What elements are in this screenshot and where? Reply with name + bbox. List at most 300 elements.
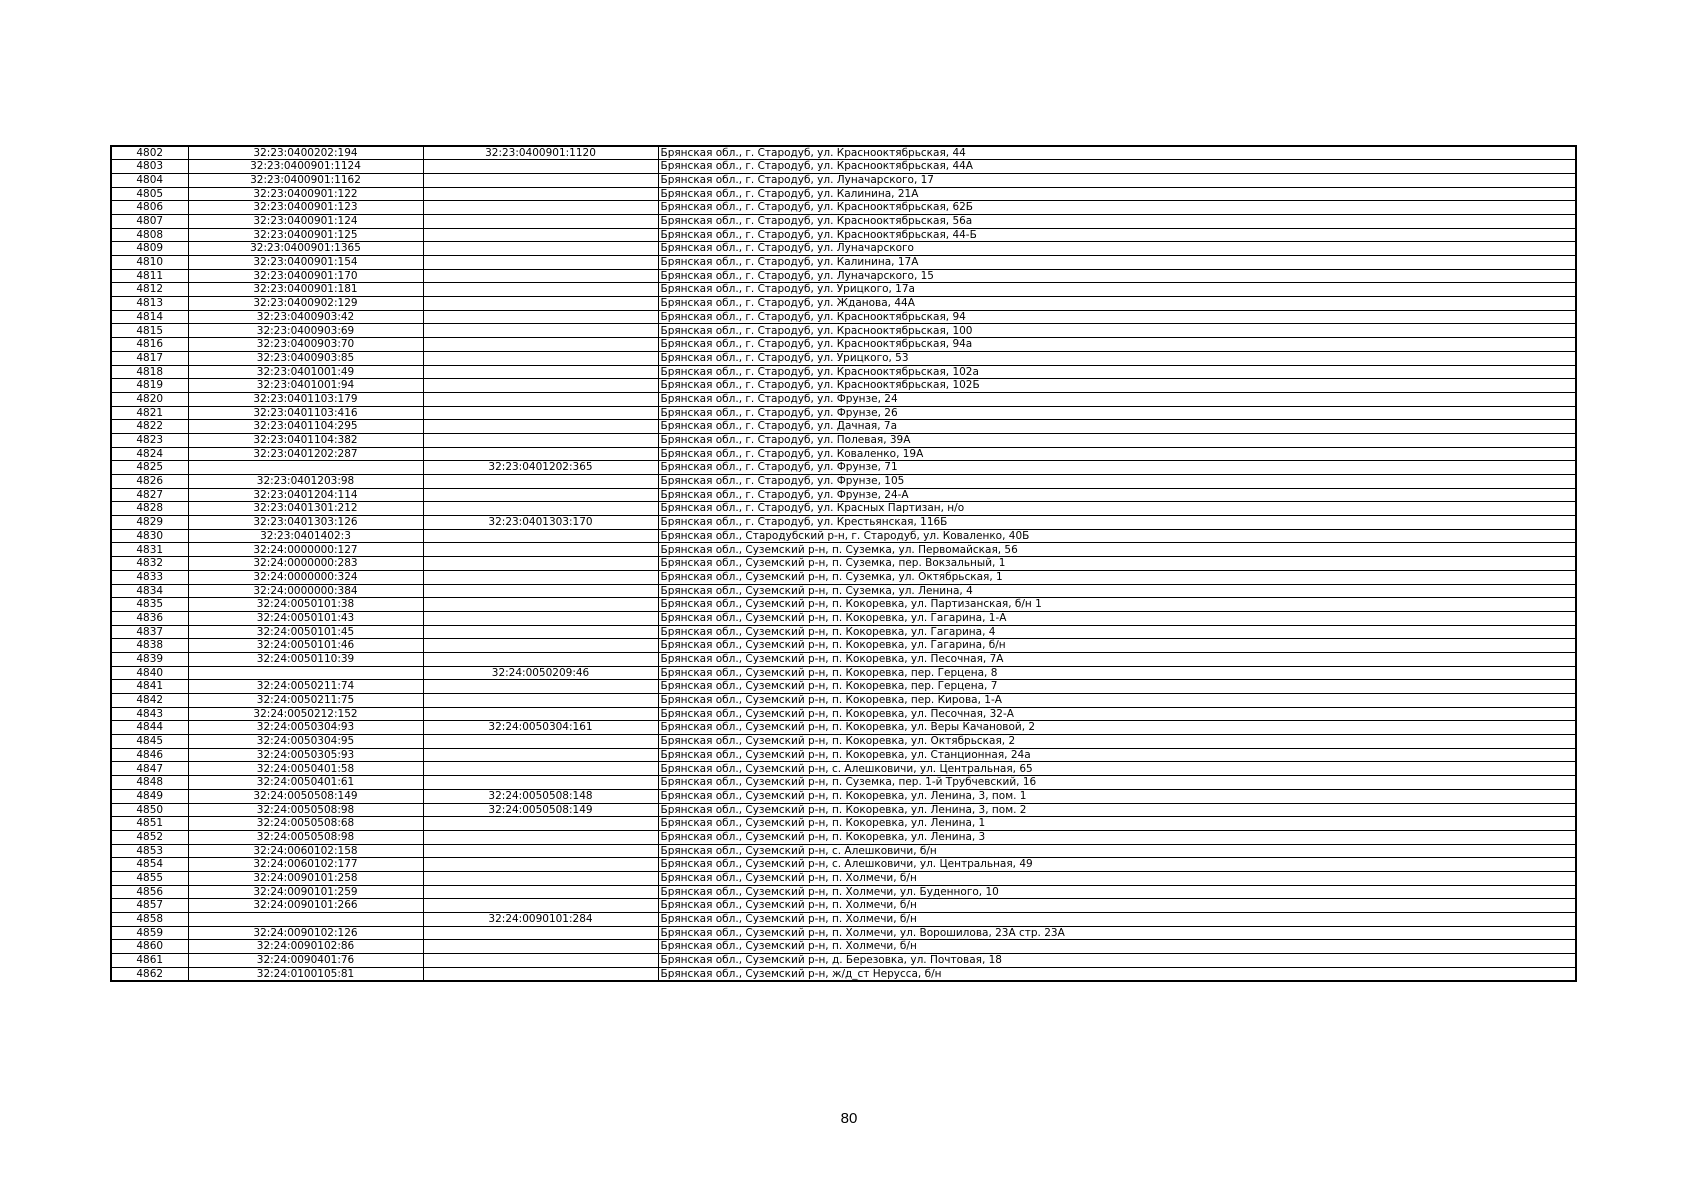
table-row [111,803,1576,817]
cadastral-number-cell [188,666,423,680]
row-number-cell: 4836 [111,611,188,625]
row-number-cell: 4814 [111,310,188,324]
cadastral-number-cell: 32:24:0090102:86 [188,940,423,954]
row-number-cell: 4808 [111,228,188,242]
address-cell: Брянская обл., Суземский р-н, п. Суземка, пер. Вокзальный, 1 [658,557,1576,571]
related-cadastral-number-cell [423,283,658,297]
address-cell: Брянская обл., г. Стародуб, ул. Краснооктябрьская, 94а [658,338,1576,352]
table-row [111,680,1576,694]
related-cadastral-number-cell [423,830,658,844]
address-cell: Брянская обл., Суземский р-н, п. Кокоревка, ул. Ленина, 3, пом. 2 [658,803,1576,817]
row-number-cell: 4804 [111,173,188,187]
row-number-cell: 4850 [111,803,188,817]
table-row [111,789,1576,803]
related-cadastral-number-cell [423,817,658,831]
row-number-cell: 4855 [111,871,188,885]
related-cadastral-number-cell [423,351,658,365]
table-row [111,776,1576,790]
row-number-cell: 4828 [111,502,188,516]
cadastral-number-cell: 32:23:0400903:69 [188,324,423,338]
cadastral-number-cell: 32:24:0050304:93 [188,721,423,735]
cadastral-number-cell: 32:24:0050508:149 [188,789,423,803]
cadastral-number-cell: 32:23:0400901:1162 [188,173,423,187]
registry-body [111,146,1576,981]
address-cell: Брянская обл., г. Стародуб, ул. Краснооктябрьская, 94 [658,310,1576,324]
cadastral-number-cell: 32:24:0050508:98 [188,830,423,844]
table-row [111,160,1576,174]
row-number-cell: 4816 [111,338,188,352]
table-row [111,406,1576,420]
cadastral-number-cell: 32:24:0050101:38 [188,598,423,612]
related-cadastral-number-cell [423,735,658,749]
cadastral-number-cell: 32:23:0401104:382 [188,433,423,447]
cadastral-number-cell: 32:24:0090101:259 [188,885,423,899]
address-cell: Брянская обл., Стародубский р-н, г. Стародуб, ул. Коваленко, 40Б [658,529,1576,543]
related-cadastral-number-cell: 32:24:0050209:46 [423,666,658,680]
address-cell: Брянская обл., Суземский р-н, п. Кокоревка, ул. Гагарина, б/н [658,639,1576,653]
row-number-cell: 4827 [111,488,188,502]
related-cadastral-number-cell [423,365,658,379]
address-cell: Брянская обл., г. Стародуб, ул. Коваленко, 19А [658,447,1576,461]
table-row [111,173,1576,187]
address-cell: Брянская обл., г. Стародуб, ул. Фрунзе, 105 [658,475,1576,489]
table-row [111,392,1576,406]
cadastral-number-cell: 32:23:0401104:295 [188,420,423,434]
related-cadastral-number-cell [423,529,658,543]
table-row [111,488,1576,502]
cadastral-number-cell: 32:24:0060102:158 [188,844,423,858]
table-row [111,201,1576,215]
related-cadastral-number-cell [423,297,658,311]
related-cadastral-number-cell [423,338,658,352]
related-cadastral-number-cell [423,214,658,228]
related-cadastral-number-cell [423,433,658,447]
address-cell: Брянская обл., Суземский р-н, п. Кокоревка, ул. Ленина, 1 [658,817,1576,831]
row-number-cell: 4848 [111,776,188,790]
row-number-cell: 4806 [111,201,188,215]
table-row [111,967,1576,981]
cadastral-number-cell: 32:24:0050304:95 [188,735,423,749]
related-cadastral-number-cell [423,201,658,215]
row-number-cell: 4807 [111,214,188,228]
table-row [111,461,1576,475]
row-number-cell: 4826 [111,475,188,489]
table-row [111,338,1576,352]
row-number-cell: 4819 [111,379,188,393]
related-cadastral-number-cell [423,776,658,790]
row-number-cell: 4841 [111,680,188,694]
page-number: 80 [840,1110,858,1127]
related-cadastral-number-cell: 32:24:0050508:148 [423,789,658,803]
address-cell: Брянская обл., Суземский р-н, п. Холмечи, ул. Буденного, 10 [658,885,1576,899]
table-row [111,721,1576,735]
address-cell: Брянская обл., Суземский р-н, п. Холмечи, б/н [658,899,1576,913]
related-cadastral-number-cell [423,488,658,502]
row-number-cell: 4858 [111,913,188,927]
table-row [111,242,1576,256]
related-cadastral-number-cell [423,242,658,256]
cadastral-number-cell: 32:23:0400901:122 [188,187,423,201]
cadastral-number-cell: 32:24:0050305:93 [188,748,423,762]
row-number-cell: 4829 [111,516,188,530]
address-cell: Брянская обл., г. Стародуб, ул. Дачная, 7а [658,420,1576,434]
address-cell: Брянская обл., г. Стародуб, ул. Крестьянская, 116Б [658,516,1576,530]
address-cell: Брянская обл., Суземский р-н, п. Холмечи, ул. Ворошилова, 23А стр. 23А [658,926,1576,940]
row-number-cell: 4846 [111,748,188,762]
cadastral-number-cell: 32:24:0000000:324 [188,570,423,584]
table-row [111,625,1576,639]
address-cell: Брянская обл., Суземский р-н, с. Алешковичи, б/н [658,844,1576,858]
row-number-cell: 4837 [111,625,188,639]
address-cell: Брянская обл., Суземский р-н, п. Суземка, ул. Ленина, 4 [658,584,1576,598]
cadastral-number-cell: 32:23:0401103:179 [188,392,423,406]
address-cell: Брянская обл., Суземский р-н, п. Кокоревка, ул. Веры Качановой, 2 [658,721,1576,735]
cadastral-number-cell: 32:23:0400903:42 [188,310,423,324]
address-cell: Брянская обл., Суземский р-н, п. Кокоревка, ул. Песочная, 32-А [658,707,1576,721]
related-cadastral-number-cell: 32:23:0401202:365 [423,461,658,475]
table-row [111,666,1576,680]
related-cadastral-number-cell [423,420,658,434]
cadastral-number-cell: 32:23:0400901:170 [188,269,423,283]
row-number-cell: 4811 [111,269,188,283]
address-cell: Брянская обл., г. Стародуб, ул. Краснооктябрьская, 102Б [658,379,1576,393]
cadastral-number-cell: 32:24:0000000:384 [188,584,423,598]
related-cadastral-number-cell: 32:24:0050304:161 [423,721,658,735]
related-cadastral-number-cell [423,625,658,639]
address-cell: Брянская обл., г. Стародуб, ул. Калинина, 17А [658,256,1576,270]
cadastral-number-cell: 32:24:0090101:258 [188,871,423,885]
cadastral-number-cell: 32:23:0400902:129 [188,297,423,311]
cadastral-number-cell: 32:24:0050101:46 [188,639,423,653]
cadastral-number-cell: 32:23:0400901:154 [188,256,423,270]
address-cell: Брянская обл., г. Стародуб, ул. Краснооктябрьская, 56а [658,214,1576,228]
row-number-cell: 4805 [111,187,188,201]
table-row [111,639,1576,653]
cadastral-number-cell: 32:24:0050101:45 [188,625,423,639]
table-row [111,256,1576,270]
related-cadastral-number-cell [423,748,658,762]
row-number-cell: 4835 [111,598,188,612]
cadastral-number-cell: 32:23:0400901:123 [188,201,423,215]
table-row [111,652,1576,666]
table-row [111,570,1576,584]
row-number-cell: 4810 [111,256,188,270]
related-cadastral-number-cell [423,885,658,899]
address-cell: Брянская обл., Суземский р-н, п. Кокоревка, ул. Гагарина, 1-А [658,611,1576,625]
related-cadastral-number-cell [423,228,658,242]
row-number-cell: 4857 [111,899,188,913]
table-row [111,707,1576,721]
related-cadastral-number-cell [423,680,658,694]
table-row [111,297,1576,311]
table-row [111,830,1576,844]
row-number-cell: 4840 [111,666,188,680]
table-row [111,433,1576,447]
row-number-cell: 4818 [111,365,188,379]
address-cell: Брянская обл., г. Стародуб, ул. Фрунзе, 24 [658,392,1576,406]
address-cell: Брянская обл., г. Стародуб, ул. Урицкого, 53 [658,351,1576,365]
address-cell: Брянская обл., Суземский р-н, п. Кокоревка, пер. Герцена, 7 [658,680,1576,694]
address-cell: Брянская обл., Суземский р-н, п. Холмечи, б/н [658,940,1576,954]
table-row [111,543,1576,557]
cadastral-number-cell [188,913,423,927]
row-number-cell: 4859 [111,926,188,940]
table-row [111,516,1576,530]
table-row [111,420,1576,434]
cadastral-number-cell: 32:24:0050101:43 [188,611,423,625]
table-row [111,146,1576,160]
address-cell: Брянская обл., Суземский р-н, п. Кокоревка, ул. Ленина, 3, пом. 1 [658,789,1576,803]
related-cadastral-number-cell [423,707,658,721]
address-cell: Брянская обл., Суземский р-н, п. Холмечи, б/н [658,913,1576,927]
related-cadastral-number-cell [423,447,658,461]
cadastral-number-cell: 32:24:0050211:74 [188,680,423,694]
related-cadastral-number-cell [423,899,658,913]
cadastral-number-cell: 32:23:0400901:1124 [188,160,423,174]
row-number-cell: 4845 [111,735,188,749]
property-registry-table [110,145,1577,982]
related-cadastral-number-cell [423,406,658,420]
cadastral-number-cell: 32:24:0090102:126 [188,926,423,940]
cadastral-number-cell: 32:23:0400903:70 [188,338,423,352]
address-cell: Брянская обл., г. Стародуб, ул. Красных Партизан, н/о [658,502,1576,516]
address-cell: Брянская обл., Суземский р-н, ж/д_ст Нерусса, б/н [658,967,1576,981]
address-cell: Брянская обл., г. Стародуб, ул. Луначарского, 15 [658,269,1576,283]
row-number-cell: 4833 [111,570,188,584]
address-cell: Брянская обл., Суземский р-н, п. Кокоревка, пер. Кирова, 1-А [658,694,1576,708]
related-cadastral-number-cell [423,844,658,858]
table-row [111,228,1576,242]
related-cadastral-number-cell [423,926,658,940]
related-cadastral-number-cell [423,160,658,174]
row-number-cell: 4843 [111,707,188,721]
table-row [111,694,1576,708]
row-number-cell: 4860 [111,940,188,954]
address-cell: Брянская обл., г. Стародуб, ул. Фрунзе, 71 [658,461,1576,475]
address-cell: Брянская обл., г. Стародуб, ул. Урицкого, 17а [658,283,1576,297]
table-row [111,611,1576,625]
row-number-cell: 4842 [111,694,188,708]
address-cell: Брянская обл., Суземский р-н, п. Кокоревка, ул. Гагарина, 4 [658,625,1576,639]
address-cell: Брянская обл., Суземский р-н, п. Холмечи, б/н [658,871,1576,885]
table-row [111,379,1576,393]
row-number-cell: 4832 [111,557,188,571]
related-cadastral-number-cell [423,652,658,666]
cadastral-number-cell: 32:24:0100105:81 [188,967,423,981]
table-row [111,283,1576,297]
related-cadastral-number-cell [423,762,658,776]
row-number-cell: 4834 [111,584,188,598]
table-row [111,598,1576,612]
table-row [111,926,1576,940]
row-number-cell: 4825 [111,461,188,475]
cadastral-number-cell: 32:24:0050211:75 [188,694,423,708]
related-cadastral-number-cell [423,954,658,968]
cadastral-number-cell: 32:23:0401203:98 [188,475,423,489]
address-cell: Брянская обл., г. Стародуб, ул. Фрунзе, 24-А [658,488,1576,502]
related-cadastral-number-cell [423,639,658,653]
row-number-cell: 4854 [111,858,188,872]
table-row [111,557,1576,571]
related-cadastral-number-cell [423,392,658,406]
address-cell: Брянская обл., г. Стародуб, ул. Краснооктябрьская, 100 [658,324,1576,338]
table-row [111,475,1576,489]
row-number-cell: 4813 [111,297,188,311]
related-cadastral-number-cell [423,967,658,981]
cadastral-number-cell: 32:23:0401202:287 [188,447,423,461]
related-cadastral-number-cell [423,187,658,201]
address-cell: Брянская обл., Суземский р-н, п. Кокоревка, пер. Герцена, 8 [658,666,1576,680]
cadastral-number-cell: 32:23:0400202:194 [188,146,423,160]
row-number-cell: 4815 [111,324,188,338]
address-cell: Брянская обл., Суземский р-н, п. Суземка, ул. Первомайская, 56 [658,543,1576,557]
address-cell: Брянская обл., Суземский р-н, п. Кокоревка, ул. Партизанская, б/н 1 [658,598,1576,612]
table-row [111,858,1576,872]
table-row [111,817,1576,831]
related-cadastral-number-cell [423,584,658,598]
cadastral-number-cell: 32:23:0401402:3 [188,529,423,543]
related-cadastral-number-cell [423,475,658,489]
table-row [111,187,1576,201]
cadastral-number-cell [188,461,423,475]
table-row [111,502,1576,516]
cadastral-number-cell: 32:23:0401301:212 [188,502,423,516]
address-cell: Брянская обл., Суземский р-н, п. Кокоревка, ул. Ленина, 3 [658,830,1576,844]
related-cadastral-number-cell [423,379,658,393]
table-row [111,762,1576,776]
related-cadastral-number-cell [423,858,658,872]
table-row [111,351,1576,365]
cadastral-number-cell: 32:24:0050401:61 [188,776,423,790]
row-number-cell: 4812 [111,283,188,297]
row-number-cell: 4844 [111,721,188,735]
cadastral-number-cell: 32:24:0050110:39 [188,652,423,666]
address-cell: Брянская обл., г. Стародуб, ул. Луначарского, 17 [658,173,1576,187]
address-cell: Брянская обл., г. Стародуб, ул. Полевая, 39А [658,433,1576,447]
table-row [111,899,1576,913]
table-row [111,735,1576,749]
cadastral-number-cell: 32:24:0000000:127 [188,543,423,557]
cadastral-number-cell: 32:23:0401204:114 [188,488,423,502]
row-number-cell: 4852 [111,830,188,844]
cadastral-number-cell: 32:23:0401001:49 [188,365,423,379]
address-cell: Брянская обл., г. Стародуб, ул. Луначарского [658,242,1576,256]
related-cadastral-number-cell [423,310,658,324]
related-cadastral-number-cell [423,557,658,571]
cadastral-number-cell: 32:24:0090401:76 [188,954,423,968]
address-cell: Брянская обл., Суземский р-н, п. Кокоревка, ул. Октябрьская, 2 [658,735,1576,749]
row-number-cell: 4831 [111,543,188,557]
related-cadastral-number-cell [423,598,658,612]
address-cell: Брянская обл., Суземский р-н, с. Алешковичи, ул. Центральная, 65 [658,762,1576,776]
related-cadastral-number-cell: 32:23:0400901:1120 [423,146,658,160]
table-row [111,365,1576,379]
cadastral-number-cell: 32:23:0401001:94 [188,379,423,393]
cadastral-number-cell: 32:23:0401303:126 [188,516,423,530]
table-row [111,885,1576,899]
cadastral-number-cell: 32:24:0050508:68 [188,817,423,831]
row-number-cell: 4830 [111,529,188,543]
row-number-cell: 4809 [111,242,188,256]
table-row [111,214,1576,228]
row-number-cell: 4862 [111,967,188,981]
row-number-cell: 4849 [111,789,188,803]
related-cadastral-number-cell [423,173,658,187]
row-number-cell: 4851 [111,817,188,831]
cadastral-number-cell: 32:23:0400903:85 [188,351,423,365]
cadastral-number-cell: 32:24:0050212:152 [188,707,423,721]
table-row [111,584,1576,598]
address-cell: Брянская обл., Суземский р-н, д. Березовка, ул. Почтовая, 18 [658,954,1576,968]
cadastral-number-cell: 32:24:0050401:58 [188,762,423,776]
related-cadastral-number-cell [423,256,658,270]
row-number-cell: 4823 [111,433,188,447]
table-row [111,447,1576,461]
table-row [111,940,1576,954]
row-number-cell: 4847 [111,762,188,776]
cadastral-number-cell: 32:24:0050508:98 [188,803,423,817]
row-number-cell: 4802 [111,146,188,160]
related-cadastral-number-cell [423,871,658,885]
table-row [111,954,1576,968]
row-number-cell: 4820 [111,392,188,406]
address-cell: Брянская обл., г. Стародуб, ул. Краснооктябрьская, 44А [658,160,1576,174]
related-cadastral-number-cell [423,940,658,954]
related-cadastral-number-cell [423,543,658,557]
address-cell: Брянская обл., г. Стародуб, ул. Калинина, 21А [658,187,1576,201]
address-cell: Брянская обл., г. Стародуб, ул. Краснооктябрьская, 44 [658,146,1576,160]
related-cadastral-number-cell [423,694,658,708]
address-cell: Брянская обл., г. Стародуб, ул. Жданова, 44А [658,297,1576,311]
cadastral-number-cell: 32:24:0090101:266 [188,899,423,913]
address-cell: Брянская обл., Суземский р-н, п. Кокоревка, ул. Песочная, 7А [658,652,1576,666]
row-number-cell: 4824 [111,447,188,461]
cadastral-number-cell: 32:23:0400901:124 [188,214,423,228]
table-row [111,844,1576,858]
address-cell: Брянская обл., Суземский р-н, п. Кокоревка, ул. Станционная, 24а [658,748,1576,762]
row-number-cell: 4822 [111,420,188,434]
row-number-cell: 4803 [111,160,188,174]
related-cadastral-number-cell: 32:24:0050508:149 [423,803,658,817]
table-row [111,913,1576,927]
address-cell: Брянская обл., Суземский р-н, п. Суземка, пер. 1-й Трубчевский, 16 [658,776,1576,790]
related-cadastral-number-cell [423,570,658,584]
cadastral-number-cell: 32:24:0060102:177 [188,858,423,872]
row-number-cell: 4861 [111,954,188,968]
related-cadastral-number-cell: 32:24:0090101:284 [423,913,658,927]
cadastral-number-cell: 32:23:0401103:416 [188,406,423,420]
related-cadastral-number-cell: 32:23:0401303:170 [423,516,658,530]
cadastral-number-cell: 32:23:0400901:181 [188,283,423,297]
address-cell: Брянская обл., г. Стародуб, ул. Краснооктябрьская, 102а [658,365,1576,379]
address-cell: Брянская обл., г. Стародуб, ул. Краснооктябрьская, 44-Б [658,228,1576,242]
cadastral-number-cell: 32:23:0400901:125 [188,228,423,242]
row-number-cell: 4821 [111,406,188,420]
related-cadastral-number-cell [423,269,658,283]
cadastral-number-cell: 32:24:0000000:283 [188,557,423,571]
table-row [111,748,1576,762]
related-cadastral-number-cell [423,502,658,516]
table-row [111,871,1576,885]
address-cell: Брянская обл., г. Стародуб, ул. Фрунзе, 26 [658,406,1576,420]
address-cell: Брянская обл., г. Стародуб, ул. Краснооктябрьская, 62Б [658,201,1576,215]
row-number-cell: 4817 [111,351,188,365]
table-row [111,269,1576,283]
row-number-cell: 4838 [111,639,188,653]
address-cell: Брянская обл., Суземский р-н, п. Суземка, ул. Октябрьская, 1 [658,570,1576,584]
related-cadastral-number-cell [423,324,658,338]
row-number-cell: 4856 [111,885,188,899]
